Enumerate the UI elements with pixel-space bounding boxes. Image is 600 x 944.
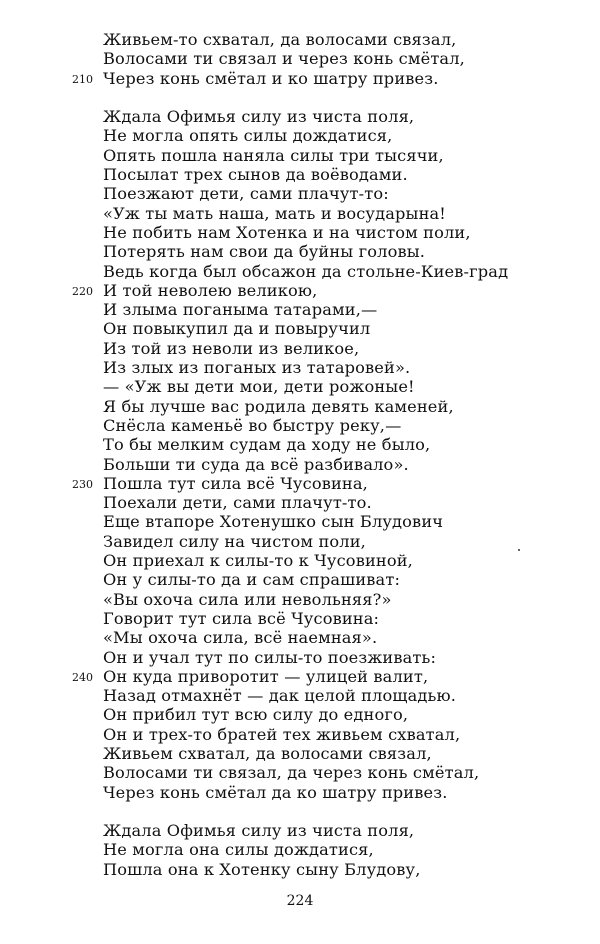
poem-line	[0, 648, 600, 667]
poem-line	[0, 570, 600, 589]
poem-line	[0, 107, 600, 126]
verse-text: Не могла опять силы дождатися,	[103, 126, 393, 146]
line-number: 210	[72, 72, 93, 86]
poem-line	[0, 455, 600, 474]
poem-text	[0, 30, 600, 879]
poem-line	[0, 339, 600, 358]
verse-text: Из злых из поганых из татаровей».	[103, 358, 411, 378]
poem-line	[0, 744, 600, 763]
poem-line	[0, 821, 600, 840]
verse-text: Завидел силу на чистом поли,	[103, 531, 366, 551]
verse-text: Он прибил тут всю силу до едного,	[103, 705, 409, 725]
poem-line	[0, 165, 600, 184]
poem-line	[0, 377, 600, 396]
poem-line	[0, 474, 600, 493]
verse-text: Не побить нам Хотенка и на чистом поли,	[103, 222, 471, 242]
poem-line	[0, 512, 600, 531]
poem-line	[0, 590, 600, 609]
verse-text: Он приехал к силы-то к Чусовиной,	[103, 551, 413, 571]
verse-text: Ждала Офимья силу из чиста поля,	[103, 107, 415, 127]
poem-line	[0, 551, 600, 570]
verse-text: Через конь смётал и ко шатру привез.	[103, 68, 439, 88]
poem-line	[0, 705, 600, 724]
verse-text: Он куда приворотит — улицей валит,	[103, 666, 429, 686]
verse-text: Снёсла каменьё во быстру реку,—	[103, 415, 402, 435]
verse-text: Я бы лучше вас родила девять каменей,	[103, 396, 454, 416]
stanza-gap	[0, 88, 600, 107]
poem-line	[0, 281, 600, 300]
verse-text: Поезжают дети, сами плачут-то:	[103, 184, 389, 204]
poem-line	[0, 416, 600, 435]
page-number: 224	[286, 893, 314, 909]
verse-text: Он и учал тут по силы-то поезживать:	[103, 647, 437, 667]
poem-line	[0, 435, 600, 454]
verse-text: «Уж ты мать наша, мать и восударына!	[103, 203, 446, 223]
poem-line	[0, 300, 600, 319]
verse-text: Еще втапоре Хотенушко сын Блудович	[103, 512, 444, 532]
poem-line	[0, 126, 600, 145]
poem-line	[0, 763, 600, 782]
verse-text: И той неволею великою,	[103, 280, 318, 300]
verse-text: Пошла тут сила всё Чусовина,	[103, 473, 368, 493]
poem-line	[0, 397, 600, 416]
poem-line	[0, 860, 600, 879]
verse-text: Он повыкупил да и повыручил	[103, 319, 371, 339]
verse-text: Ждала Офимья силу из чиста поля,	[103, 821, 415, 841]
poem-line	[0, 184, 600, 203]
poem-line	[0, 69, 600, 88]
verse-text: Опять пошла наняла силы три тысячи,	[103, 145, 444, 165]
poem-line	[0, 49, 600, 68]
verse-text: Потерять нам свои да буйны головы.	[103, 242, 426, 262]
verse-text: Пошла она к Хотенку сыну Блудову,	[103, 859, 421, 879]
poem-line	[0, 262, 600, 281]
line-number: 230	[72, 477, 93, 491]
verse-text: Он у силы-то да и сам спрашиват:	[103, 570, 401, 590]
verse-text: Живьем схватал, да волосами связал,	[103, 743, 432, 763]
print-speck	[518, 549, 520, 551]
verse-text: Волосами ти связал, да через конь смётал,	[103, 763, 480, 783]
verse-text: — «Уж вы дети мои, дети рожоные!	[103, 377, 415, 397]
line-number: 240	[72, 670, 93, 684]
verse-text: Посылат трех сынов да воёводами.	[103, 165, 408, 185]
verse-text: Назад отмахнёт — дак целой площадью.	[103, 686, 457, 706]
poem-line	[0, 840, 600, 859]
poem-line	[0, 204, 600, 223]
poem-line	[0, 242, 600, 261]
verse-text: Волосами ти связал и через конь смётал,	[103, 49, 465, 69]
poem-line	[0, 493, 600, 512]
poem-line	[0, 667, 600, 686]
verse-text: И злыма поганыма татарами,—	[103, 300, 378, 320]
verse-text: Говорит тут сила всё Чусовина:	[103, 608, 380, 628]
verse-text: Ведь когда был обсажон да стольне-Киев-град	[103, 261, 509, 281]
verse-text: Из той из неволи из великое,	[103, 338, 360, 358]
poem-line	[0, 628, 600, 647]
verse-text: Не могла она силы дождатися,	[103, 840, 374, 860]
verse-text: Поехали дети, сами плачут-то.	[103, 493, 372, 513]
verse-text: Больши ти суда да всё разбивало».	[103, 454, 409, 474]
verse-text: Он и трех-то братей тех живьем схватал,	[103, 724, 461, 744]
verse-text: Через конь смётал да ко шатру привез.	[103, 782, 448, 802]
line-number: 220	[72, 284, 93, 298]
poem-line	[0, 783, 600, 802]
poem-line	[0, 358, 600, 377]
poem-line	[0, 725, 600, 744]
poem-line	[0, 532, 600, 551]
poem-line	[0, 223, 600, 242]
verse-text: «Мы охоча сила, всё наемная».	[103, 628, 378, 648]
poem-line	[0, 319, 600, 338]
verse-text: «Вы охоча сила или невольняя?»	[103, 589, 392, 609]
verse-text: Живьем-то схватал, да волосами связал,	[103, 30, 457, 49]
poem-line	[0, 30, 600, 49]
poem-line	[0, 609, 600, 628]
poem-line	[0, 686, 600, 705]
verse-text: То бы мелким судам да ходу не было,	[103, 435, 431, 455]
stanza-gap	[0, 802, 600, 821]
poem-line	[0, 146, 600, 165]
